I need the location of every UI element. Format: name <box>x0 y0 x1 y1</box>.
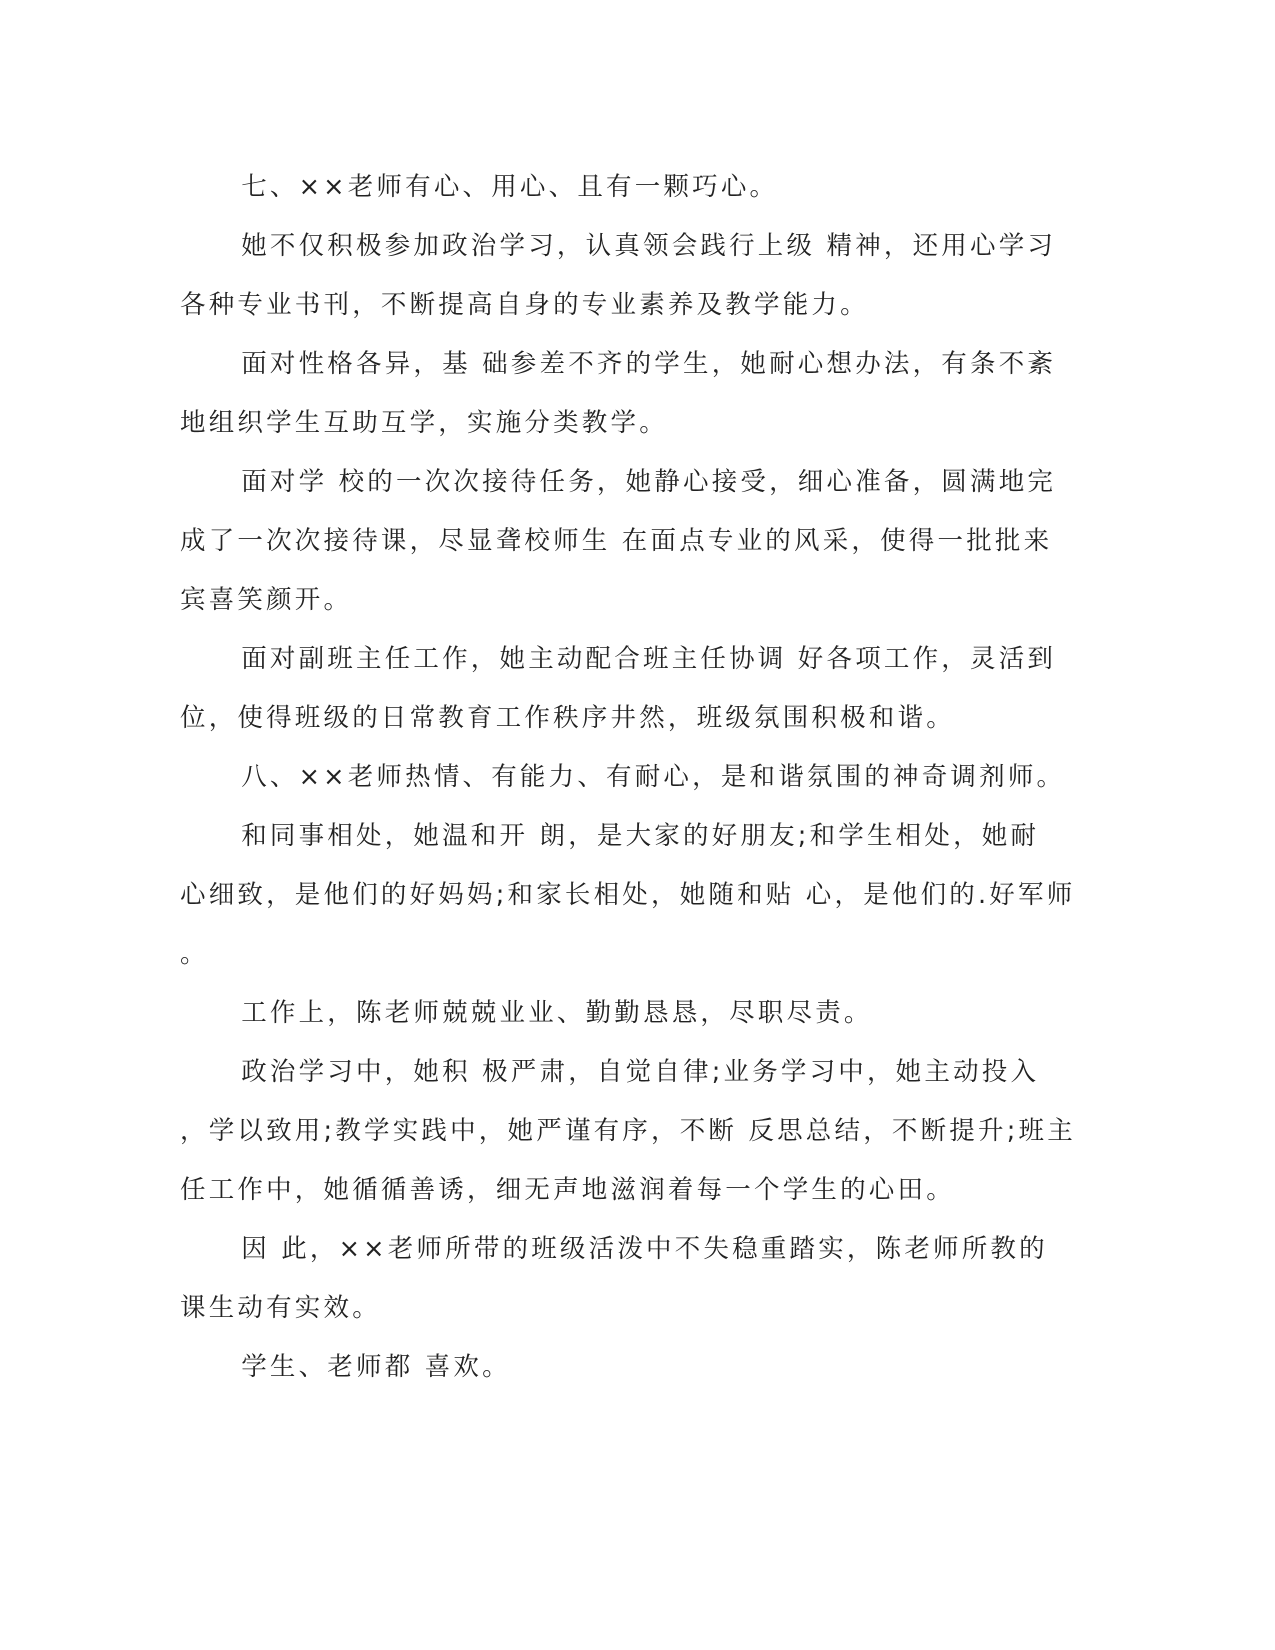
paragraph-line: ，学以致用;教学实践中，她严谨有序，不断 反思总结，不断提升;班主 <box>180 1116 1076 1146</box>
paragraph-line: 面对学 校的一次次接待任务，她静心接受，细心准备，圆满地完 <box>241 467 1057 497</box>
paragraph-line: 地组织学生互助互学，实施分类教学。 <box>180 408 668 438</box>
section-heading-seven: 七、××老师有心、用心、且有一颗巧心。 <box>241 172 779 202</box>
paragraph-line: 学生、老师都 喜欢。 <box>241 1352 511 1382</box>
paragraph-line: 面对性格各异，基 础参差不齐的学生，她耐心想办法，有条不紊 <box>241 349 1057 379</box>
paragraph-line: 心细致，是他们的好妈妈;和家长相处，她随和贴 心，是他们的.好军师 <box>180 880 1076 910</box>
paragraph-line: 各种专业书刊，不断提高自身的专业素养及教学能力。 <box>180 290 869 320</box>
section-heading-eight: 八、××老师热情、有能力、有耐心，是和谐氛围的神奇调剂师。 <box>241 762 1066 792</box>
document-body <box>180 158 1076 1397</box>
paragraph-line: 和同事相处，她温和开 朗，是大家的好朋友;和学生相处，她耐 <box>241 821 1040 851</box>
paragraph-line: 面对副班主任工作，她主动配合班主任协调 好各项工作，灵活到 <box>241 644 1057 674</box>
paragraph-line: 宾喜笑颜开。 <box>180 585 353 615</box>
paragraph-line: 政治学习中，她积 极严肃，自觉自律;业务学习中，她主动投入 <box>241 1057 1040 1087</box>
paragraph-line: 任工作中，她循循善诱，细无声地滋润着每一个学生的心田。 <box>180 1175 955 1205</box>
paragraph-line: 课生动有实效。 <box>180 1293 381 1323</box>
paragraph-line: 位，使得班级的日常教育工作秩序井然，班级氛围积极和谐。 <box>180 703 955 733</box>
paragraph-line: 因 此，××老师所带的班级活泼中不失稳重踏实，陈老师所教的 <box>241 1234 1048 1264</box>
paragraph-line: 成了一次次接待课，尽显聋校师生 在面点专业的风采，使得一批批来 <box>180 526 1053 556</box>
paragraph-line: 她不仅积极参加政治学习，认真领会践行上级 精神，还用心学习 <box>241 231 1057 261</box>
paragraph-line: 工作上，陈老师兢兢业业、勤勤恳恳，尽职尽责。 <box>241 998 873 1028</box>
paragraph-line: 。 <box>180 939 209 969</box>
